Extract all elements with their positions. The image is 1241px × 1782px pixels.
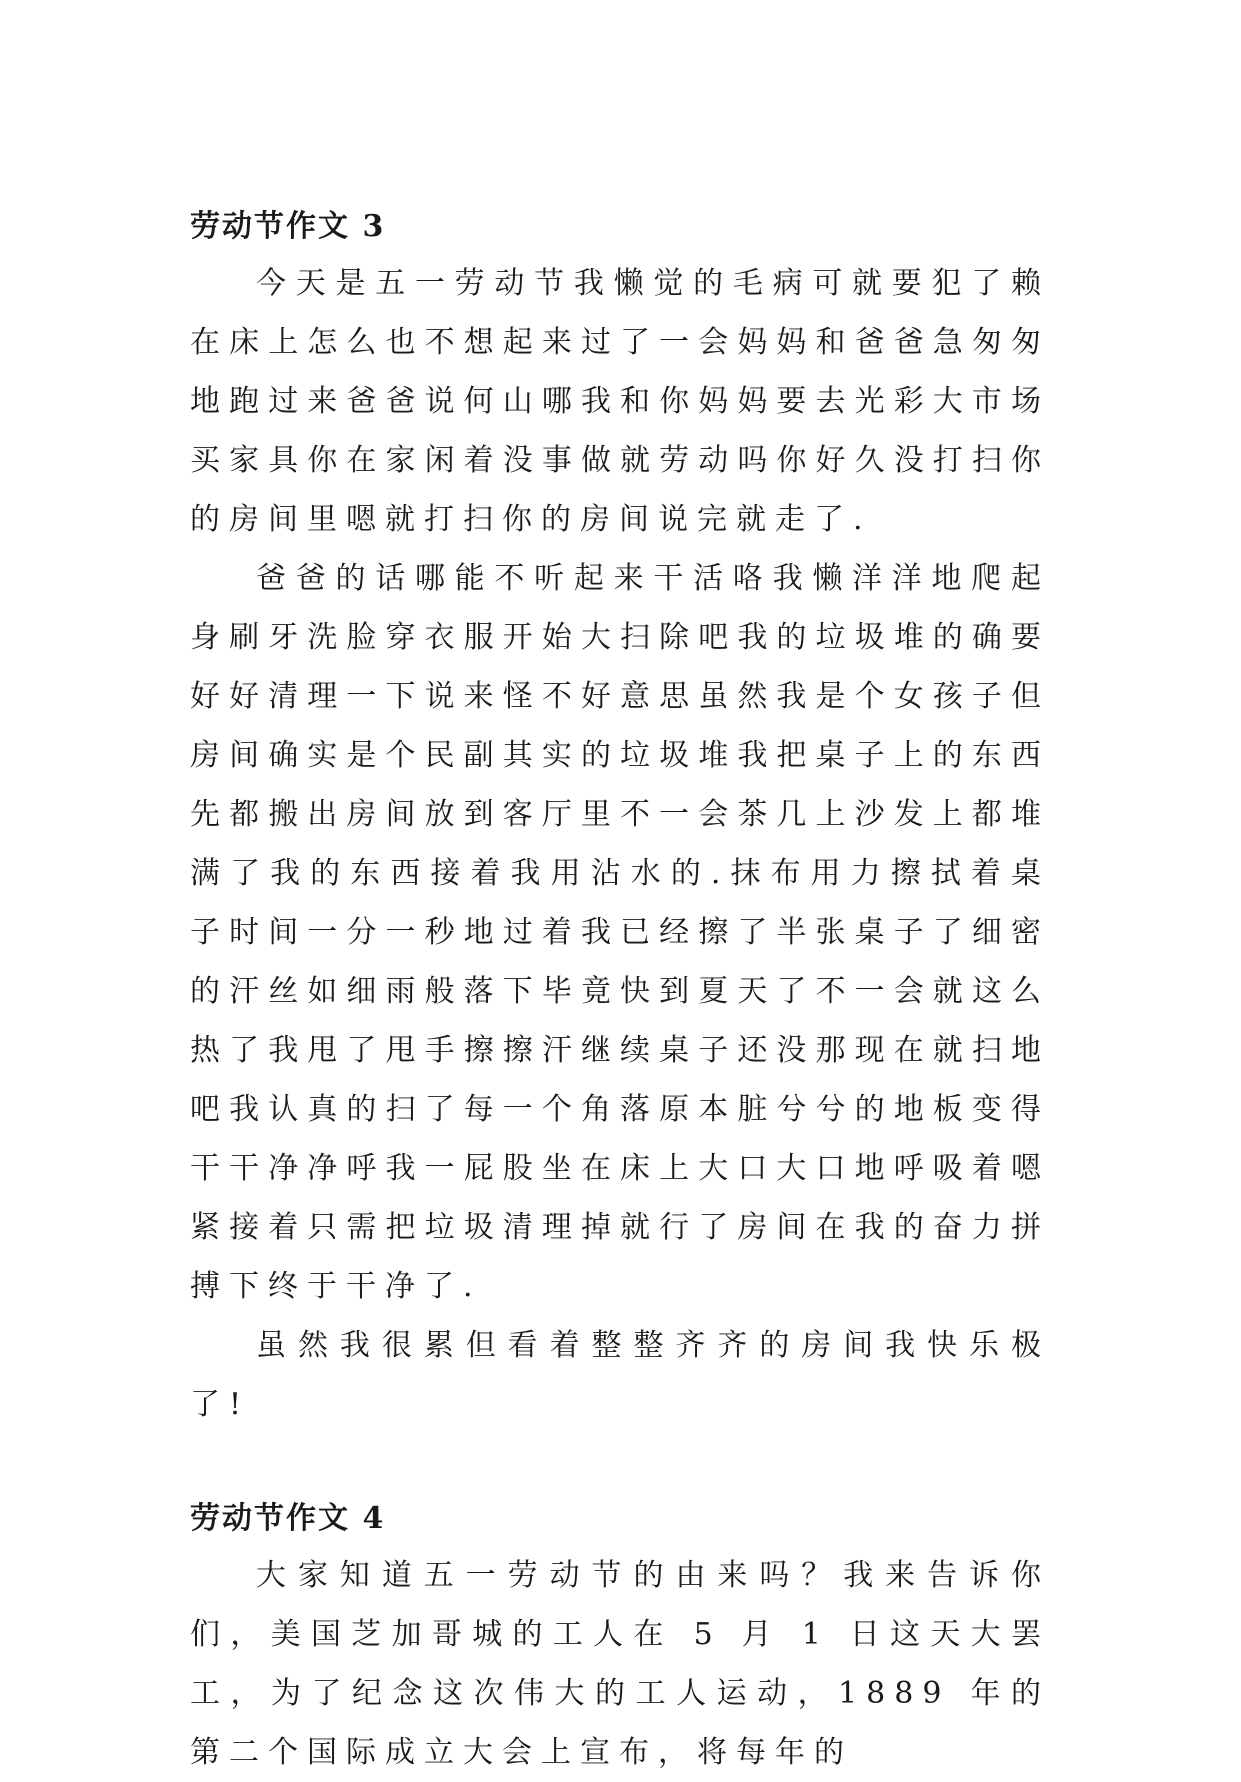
section-3-paragraph-3: 虽然我很累但看着整整齐齐的房间我快乐极了! xyxy=(190,1328,1050,1422)
section-4-title: 劳动节作文 4 xyxy=(190,1501,386,1536)
section-3-title: 劳动节作文 3 xyxy=(190,209,386,244)
section-spacer xyxy=(190,1434,1050,1492)
section-4-paragraph-1: 大家知道五一劳动节的由来吗？我来告诉你们，美国芝加哥城的工人在 5 月 1 日这天大罢工，为了纪念这次伟大的工人运动，1889 年的第二个国际成立大会上宣布，将每年的 xyxy=(190,1558,1050,1770)
section-3-paragraph-2: 爸爸的话哪能不听起来干活咯我懒洋洋地爬起身刷牙洗脸穿衣服开始大扫除吧我的垃圾堆的确要好好清理一下说来怪不好意思虽然我是个女孩子但房间确实是个民副其实的垃圾堆我把桌子上的东西先都搬出房间放到客厅里不一会茶几上沙发上都堆满了我的东西接着我用沾水的.抹布用力擦拭着桌子时间一分一秒地过着我已经擦了半张桌子了细密的汗丝如细雨般落下毕竟快到夏天了不一会就这么热了我甩了甩手擦擦汗继续桌子还没那现在就扫地吧我认真的扫了每一个角落原本脏兮兮的地板变得干干净净呼我一屁股坐在床上大口大口地呼吸着嗯紧接着只需把垃圾清理掉就行了房间在我的奋力拼搏下终于干净了. xyxy=(190,561,1050,1304)
section-3-paragraph-1: 今天是五一劳动节我懒觉的毛病可就要犯了赖在床上怎么也不想起来过了一会妈妈和爸爸急匆匆地跑过来爸爸说何山哪我和你妈妈要去光彩大市场买家具你在家闲着没事做就劳动吗你好久没打扫你的房间里嗯就打扫你的房间说完就走了. xyxy=(190,266,1050,537)
document-page xyxy=(190,200,1050,1782)
